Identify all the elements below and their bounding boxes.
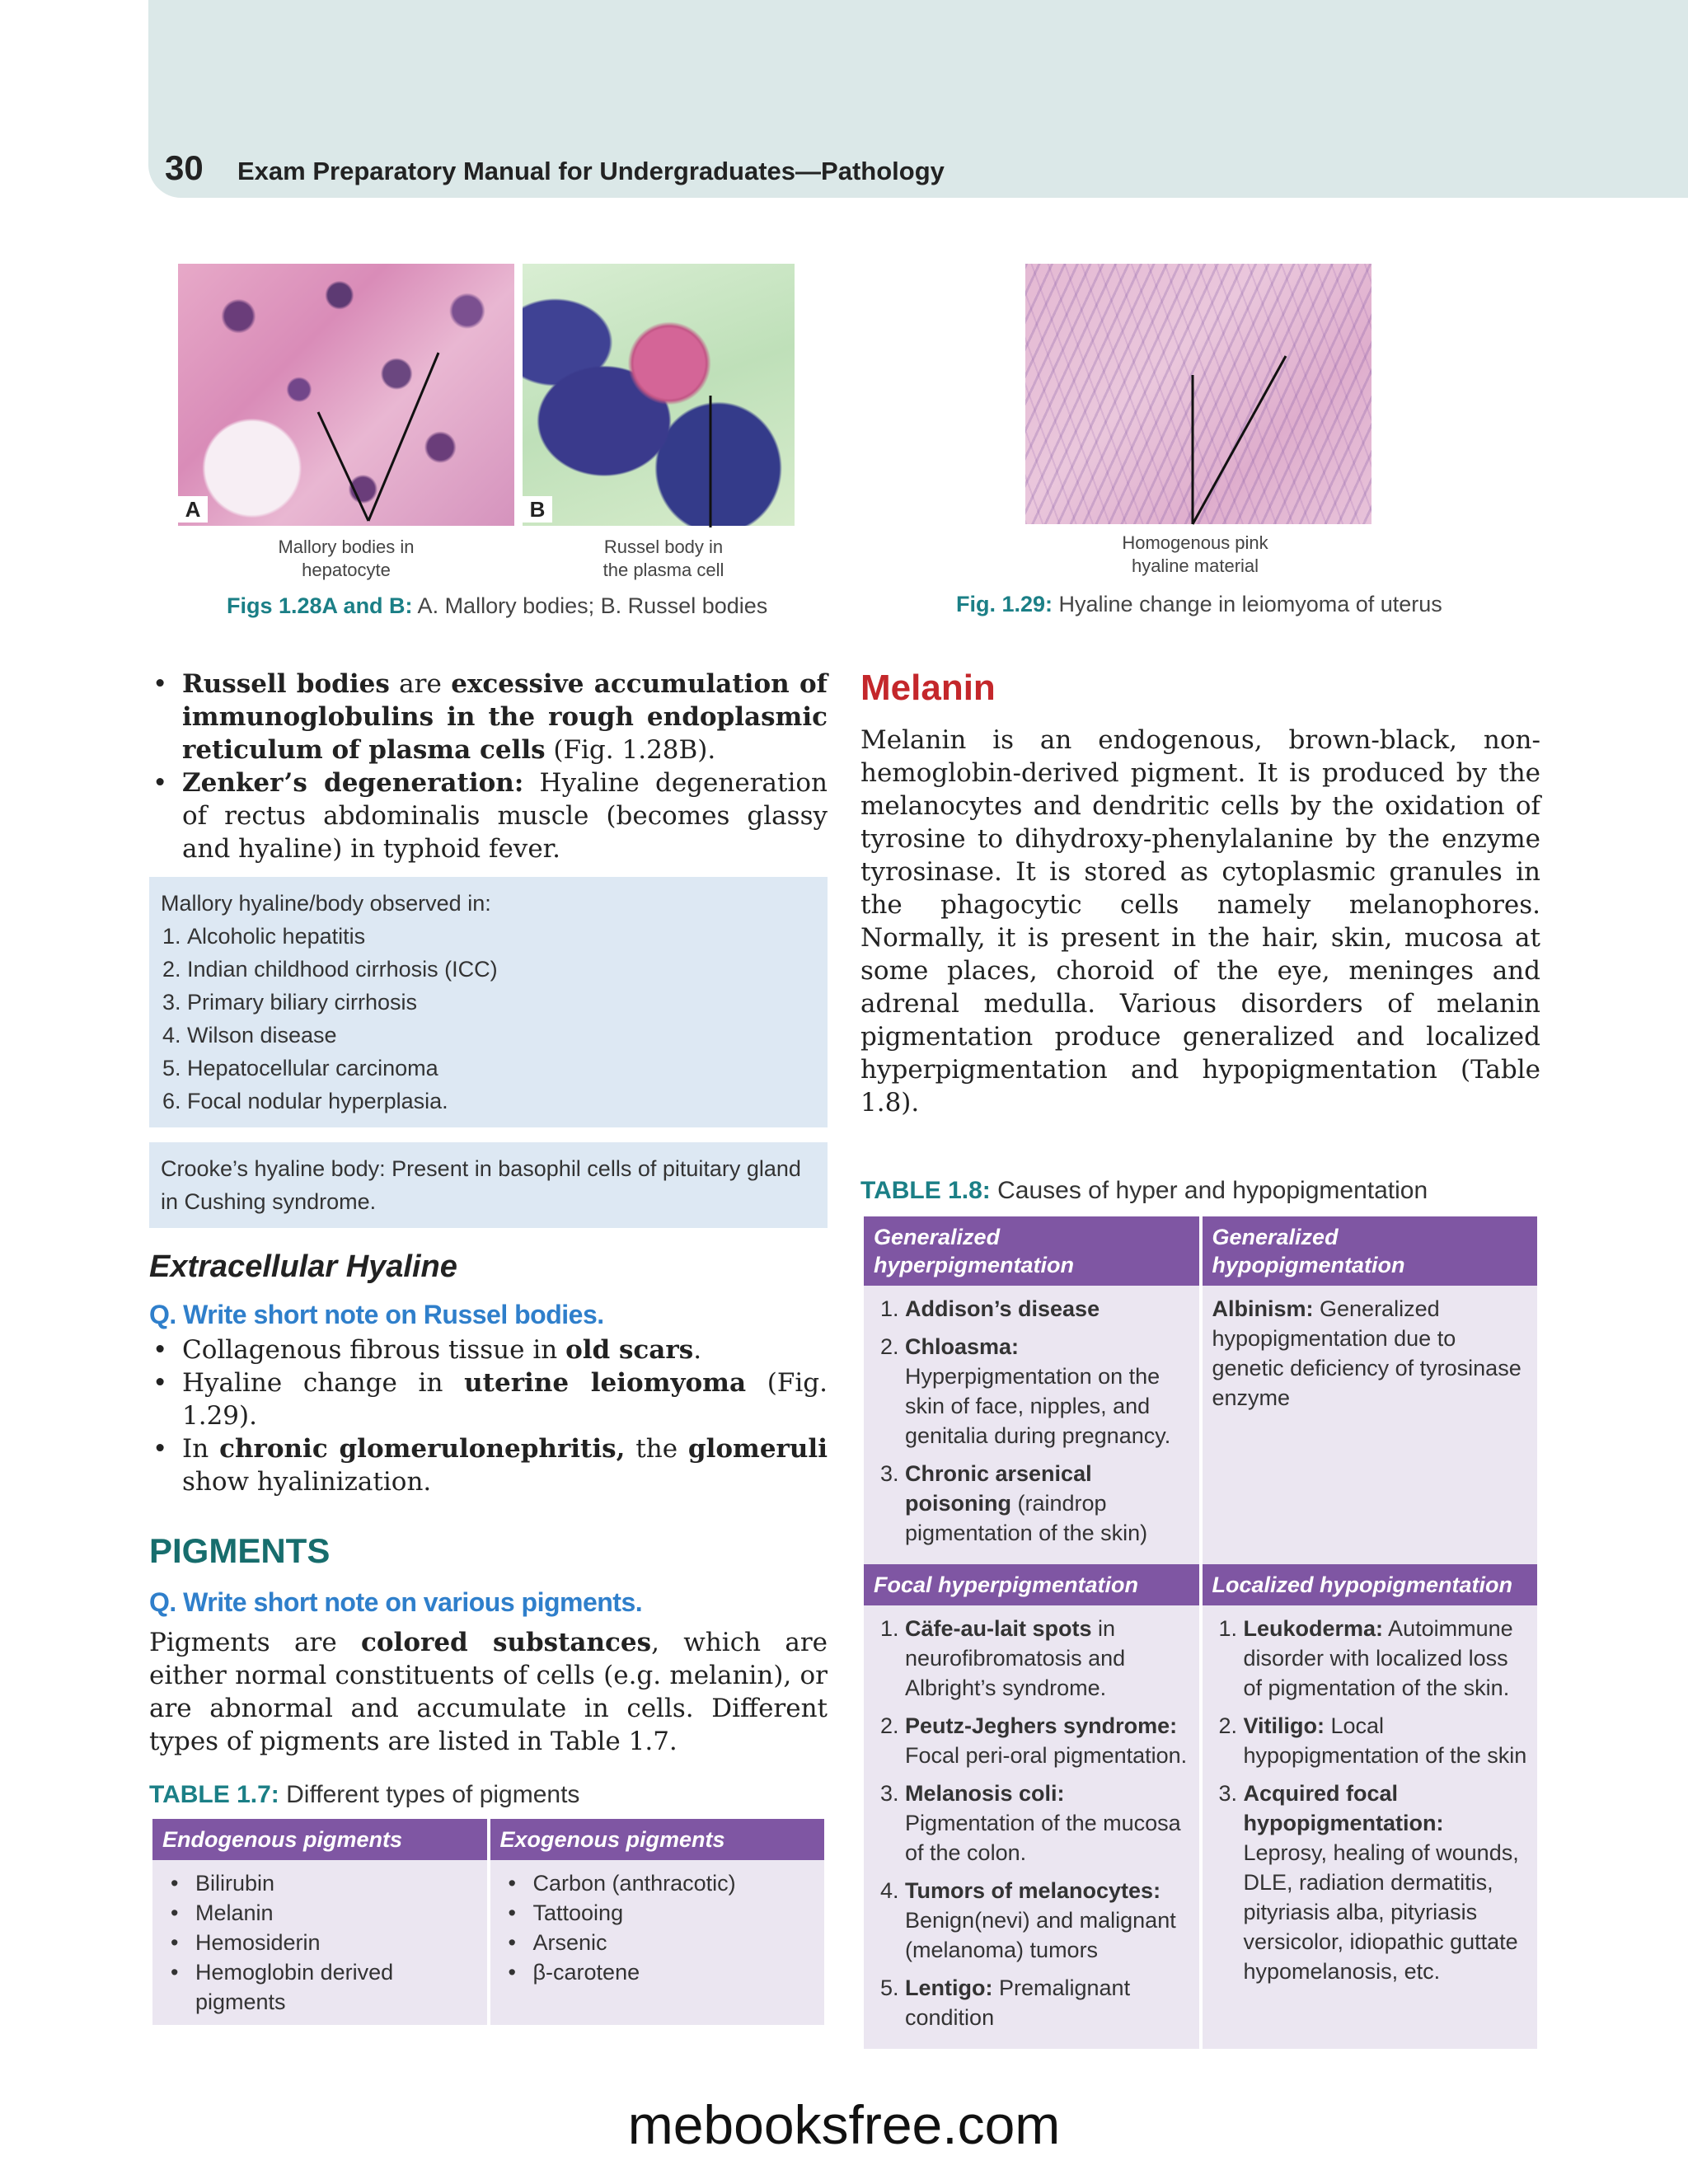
table-1-7-exogenous-cell: • Carbon (anthracotic) • Tattooing • Arsenic • β-carotene: [490, 1860, 825, 2025]
mallory-hyaline-box: [149, 877, 828, 1127]
pigments-heading: PIGMENTS: [149, 1531, 331, 1570]
crooke-hyaline-box: Crooke’s hyaline body: Present in basophil cells of pituitary gland in Cushing syndrome.: [149, 1142, 828, 1228]
hyaline-bullet-list: [149, 668, 828, 865]
generalized-hypopigmentation-cell: Albinism: Generalized hypopigmentation due to genetic deficiency of tyrosinase enzyme: [1203, 1286, 1538, 1564]
page-number: 30: [165, 148, 204, 187]
bullet-russell-bodies: • Russell bodies are excessive accumulation of immunoglobulins in the rough endoplasmic reticulum of plasma cells (Fig. 1.28B).: [149, 668, 828, 766]
table-1-8-header-localized-hypo: Localized hypopigmentation: [1203, 1564, 1538, 1605]
figure-russel-body-image: [523, 264, 795, 526]
mallory-box-list: 1. Alcoholic hepatitis 2. Indian childhood cirrhosis (ICC) 3. Primary biliary cirrhosis 4. Wilson disease 5. Hepatocellular carcinoma 6. Focal nodular hyperplasia.: [161, 920, 816, 1118]
table-1-8-header-focal-hyper: Focal hyperpigmentation: [864, 1564, 1199, 1605]
table-1-7: [149, 1819, 828, 2025]
bullet-zenker-degeneration: • Zenker’s degeneration: Hyaline degeneration of rectus abdominalis muscle (becomes glassy and hyaline) in typhoid fever.: [149, 766, 828, 865]
figure-mallory-bodies-image: [178, 264, 514, 526]
extracellular-bullet-list: [149, 1333, 828, 1498]
bullet-glomerulonephritis: • In chronic glomerulonephritis, the glomeruli show hyalinization.: [149, 1432, 828, 1498]
panel-b-label: B: [523, 496, 552, 523]
melanin-heading: Melanin: [860, 668, 996, 708]
generalized-hyperpigmentation-cell: 1. Addison’s disease 2. Chloasma: Hyperpigmentation on the skin of face, nipples, and genitalia during pregnancy. 3. Chronic arsenical poisoning (raindrop pigmentation of the skin): [864, 1286, 1199, 1564]
question-various-pigments: Q. Write short note on various pigments.: [149, 1587, 643, 1617]
label-russel-body: Russel body in the plasma cell: [603, 537, 724, 580]
localized-hypopigmentation-cell: 1. Leukoderma: Autoimmune disorder with localized loss of pigmentation of the skin. 2. Vitiligo: Local hypopigmentation of the skin 3. Acquired focal hypopigmentation: Leprosy, healing of wounds, DLE, radiation dermatitis, pityriasis alba, pityriasis versicolor, idiopathic guttate hypomelanosis, etc.: [1203, 1605, 1538, 2049]
left-column: [149, 668, 828, 2025]
watermark-text: mebooksfree.com: [627, 2094, 1061, 2155]
table-1-7-header-exogenous: Exogenous pigments: [490, 1819, 825, 1860]
table-1-8-header-generalized-hyper: Generalized hyperpigmentation: [864, 1216, 1199, 1286]
bullet-old-scars: • Collagenous fibrous tissue in old scars.: [149, 1333, 828, 1366]
table-1-8-header-generalized-hypo: Generalized hypopigmentation: [1203, 1216, 1538, 1286]
panel-a-label: A: [178, 496, 208, 523]
table-1-8: [860, 1216, 1540, 2049]
bullet-uterine-leiomyoma: • Hyaline change in uterine leiomyoma (Fig. 1.29).: [149, 1366, 828, 1432]
question-russel-bodies: Q. Write short note on Russel bodies.: [149, 1300, 604, 1329]
figure-caption-1-29: Fig. 1.29: Hyaline change in leiomyoma of uterus: [956, 592, 1442, 616]
extracellular-hyaline-heading: Extracellular Hyaline: [149, 1249, 457, 1284]
figure-caption-1-28: Figs 1.28A and B: A. Mallory bodies; B. Russel bodies: [227, 593, 768, 618]
figure-hyaline-leiomyoma-image: [1025, 264, 1372, 524]
table-1-7-title: TABLE 1.7: Different types of pigments: [149, 1781, 580, 1808]
table-1-7-header-endogenous: Endogenous pigments: [152, 1819, 487, 1860]
melanin-paragraph: Melanin is an endogenous, brown-black, non-hemoglobin-derived pigment. It is produced by the melanocytes and dendritic cells by the oxidation of tyrosine to dihydroxy-phenylalanine by the enzyme tyrosinase. It is stored as cytoplasmic granules in the phagocytic cells namely melanophores. Normally, it is present in the hair, skin, mucosa at some places, choroid of the eye, meninges and adrenal medulla. Various disorders of melanin pigmentation produce generalized and localized hyperpigmentation and hypopigmentation (Table 1.8).: [860, 725, 1540, 1118]
table-1-7-endogenous-cell: • Bilirubin • Melanin • Hemosiderin • Hemoglobin derived pigments: [152, 1860, 487, 2025]
label-mallory-bodies: Mallory bodies in hepatocyte: [278, 537, 415, 580]
pigments-paragraph: Pigments are colored substances, which are either normal constituents of cells (e.g. melanin), or are abnormal and accumulate in cells. Different types of pigments are listed in Table 1.7.: [149, 1628, 828, 1756]
right-column: [860, 668, 1540, 2049]
running-title: Exam Preparatory Manual for Undergraduates—Pathology: [237, 157, 945, 185]
focal-hyperpigmentation-cell: 1. Cäfe-au-lait spots in neurofibromatosis and Albright’s syndrome. 2. Peutz-Jeghers syndrome: Focal peri-oral pigmentation. 3. Melanosis coli: Pigmentation of the mucosa of the colon. 4. Tumors of melanocytes: Benign(nevi) and malignant (melanoma) tumors 5. Lentigo: Premalignant condition: [864, 1605, 1199, 2049]
mallory-box-title: Mallory hyaline/body observed in:: [161, 891, 491, 916]
label-hyaline-material: Homogenous pink hyaline material: [1122, 532, 1268, 576]
table-1-8-title: TABLE 1.8: Causes of hyper and hypopigmentation: [860, 1177, 1428, 1204]
